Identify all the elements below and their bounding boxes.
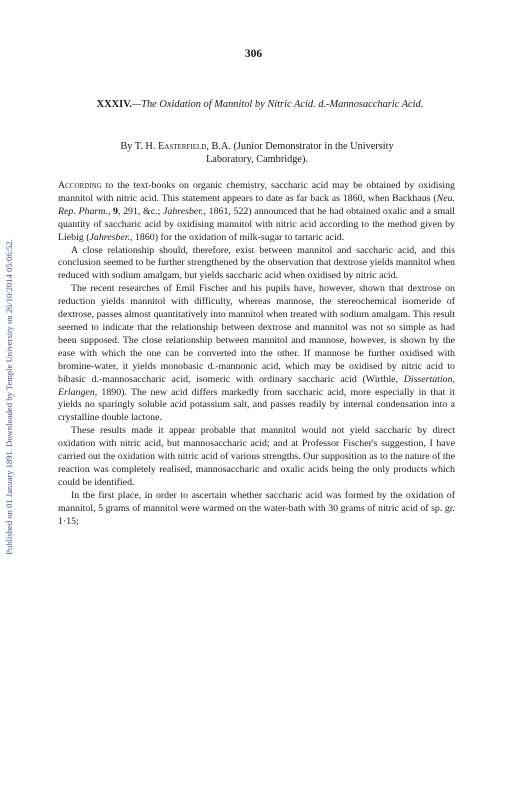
author-name: Easterfield — [158, 141, 207, 152]
author-affiliation: , B.A. (Junior Demonstrator in the University — [206, 141, 394, 152]
author-line — [58, 140, 456, 166]
paragraph-1-text-c: , 291, &c.; — [117, 205, 163, 217]
citation-volume: 9 — [113, 205, 118, 217]
paragraph-1 — [58, 180, 455, 245]
author-affiliation-line2: Laboratory, Cambridge). — [206, 154, 308, 165]
download-note-text: Published on 01 January 1891. Downloaded by Temple University on 26/10/2014 05:06:52. — [4, 238, 15, 555]
paragraph-1-text-d: , 1861, 522) announced that he had obtained oxalic and a small quantity of saccharic acid by oxidising mannitol with nitric acid according to the method given by Liebig ( — [58, 205, 456, 243]
paragraph-2: A close relationship should, therefore, exist between mannitol and saccharic acid, and this conclusion seemed to be further strengthened by the observation that dextrose yields mannitol when reduced with sodium amalgam, but yields saccharic acid when oxidised by nitric acid. — [58, 244, 455, 282]
paragraph-1-text-a: to the text-books on organic chemistry, saccharic acid may be obtained by oxidising mannitol with nitric acid. This statement appears to date as far back as 1860, when Backhaus ( — [58, 180, 455, 204]
paragraph-3-text-a: The recent researches of Emil Fischer and his pupils have, however, shown that dextrose on reduction yields mannitol with difficulty, whereas mannose, the stereochemical isomeride of dextrose, passes almost quantitatively into mannitol when treated with sodium amalgam. This result seemed to indicate that the relationship between dextrose and mannitol was not so simple as had been supposed. The close relationship between mannitol and mannose, however, is shown by the ease with which the one can be converted into the other. If mannose be further oxidised with bromine-water, it yields monobasic d.-mannonic acid, which may be oxidised by nitric acid to bibasic d.-mannosaccharic acid, isomeric with ordinary saccharic acid (Wirthle, — [58, 283, 455, 385]
paragraph-3 — [58, 283, 455, 425]
citation-jahresber-2: Jahresber. — [89, 231, 131, 243]
paragraph-5: In the first place, in order to ascertain whether saccharic acid was formed by the oxidation of mannitol, 5 grams of mannitol were warmed on the water-bath with 30 grams of nitric acid of sp. gr. 1·15; — [58, 489, 455, 527]
page-number: 306 — [244, 48, 263, 60]
citation-dissertation: Dissertation, Erlangen — [58, 373, 455, 398]
paragraph-4: These results made it appear probable that mannitol would not yield saccharic by direct oxidation with nitric acid, but mannosaccharic acid; and at Professor Fischer's suggestion, I have carried out the oxidation with nitric acid of various strengths. Our supposition as to the nature of the reaction was completely realised, mannosaccharic and oxalic acids being the only products which could be identified. — [58, 425, 455, 488]
article-title-text: —The Oxidation of Mannitol by Nitric Acid. d.-Mannosaccharic Acid. — [131, 99, 424, 110]
paragraph-1-lead: According — [58, 180, 102, 191]
paragraph-1-text-b: , — [107, 205, 114, 217]
citation-jahresber-1: Jahresber. — [163, 205, 204, 217]
article-numeral: XXXIV. — [96, 99, 132, 110]
citation-neu-rep: Neu. Rep. Pharm. — [58, 192, 455, 217]
article-body — [58, 180, 455, 528]
paragraph-3-text-b: , 1890). The new acid differs markedly from saccharic acid, more especially in that it yields no sparingly soluble acid potassium salt, and passes readily by internal condensation into a crystalline double lactone. — [58, 386, 455, 424]
paragraph-1-text-e: , 1860) for the oxidation of milk-sugar to tartaric acid. — [130, 231, 345, 243]
author-by: By T. H. — [120, 141, 159, 152]
article-title — [75, 98, 445, 111]
download-watermark — [1, 0, 17, 793]
